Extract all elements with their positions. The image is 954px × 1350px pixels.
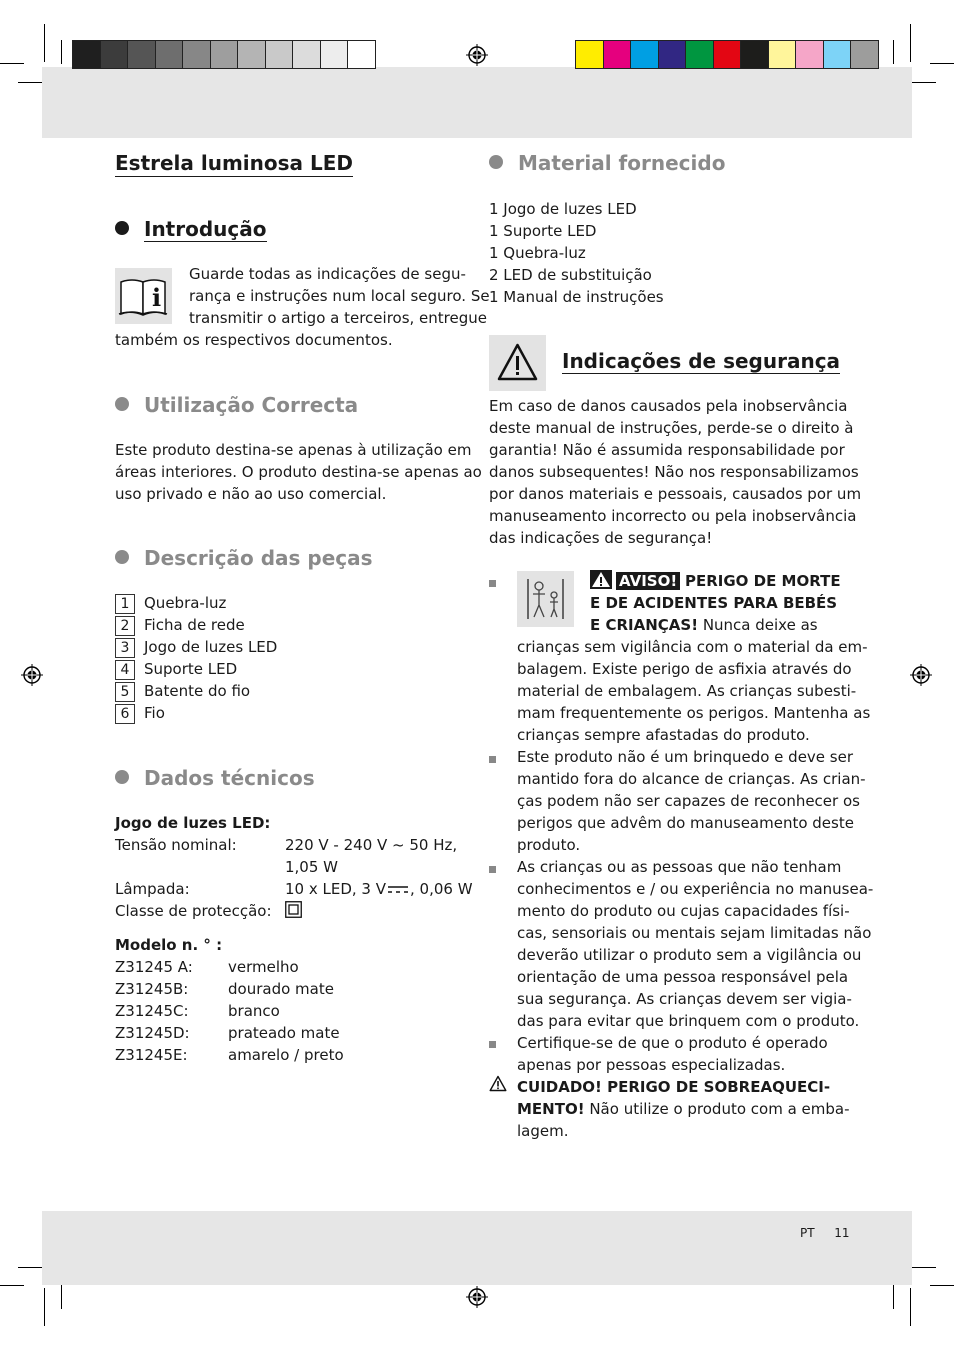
child-warning-text: AVISO! PERIGO DE MORTE E DE ACIDENTES PARA BEBÉS E CRIANÇAS! Nunca deixe as crianças sem vigilância com o material da em- balagem. Existe perigo de asfixia através do material de embalagem. As crianças subesti- mam frequentemente os perigos. Mantenha as crianças sempre afastadas do produto. Este produto não é um brinquedo e deve ser mantido fora do alcance de crianças. As crian- ças podem não ser capazes de reconhecer os perigos que advêm do manuseamento deste produto. As crianças ou as pessoas que não tenham conhecimentos e / ou experiência no manusea- mento do produto ou cujas capacidades físi- cas, sensoriais ou mentais sejam limitadas não deverão utilizar o produto sem a vigilância ou orientação de uma pessoa responsável pela sua segurança. As crianças devem ser vigia- das para evitar que brinquem com o produto. Certifique-se de que o produto é operado apenas por pessoas especializadas. CUIDADO! PERIGO DE SOBREAQUECI- MENTO! Não utilize o produto com a emba- lagem. xyxy=(517,572,874,1140)
section-heading-supplied: Material fornecido xyxy=(489,151,725,175)
registration-mark-icon xyxy=(910,664,932,686)
list-item: 1 Jogo de luzes LED xyxy=(489,200,637,218)
table-row: Z31245D: prateado mate xyxy=(115,1024,340,1042)
supplied-list xyxy=(489,198,664,308)
color-swatch xyxy=(575,40,604,69)
list-item: 3 Jogo de luzes LED xyxy=(115,636,277,658)
dc-symbol-icon xyxy=(387,884,409,894)
registration-mark-icon xyxy=(21,664,43,686)
color-swatch xyxy=(127,40,156,69)
bullet-marker xyxy=(489,1041,496,1048)
list-item: 1 Suporte LED xyxy=(489,222,597,240)
table-row: Z31245C: branco xyxy=(115,1002,280,1020)
caution-triangle-icon xyxy=(489,1075,507,1092)
color-swatch xyxy=(210,40,239,69)
list-item: 6 Fio xyxy=(115,702,277,724)
bullet-marker xyxy=(489,580,496,587)
registration-mark-icon xyxy=(466,44,488,66)
color-swatch xyxy=(795,40,824,69)
bottom-band xyxy=(42,1211,912,1285)
warning-small-icon xyxy=(590,570,612,589)
list-item: 2 LED de substituição xyxy=(489,266,652,284)
section-heading-parts: Descrição das peças xyxy=(115,546,373,570)
bullet-marker xyxy=(489,756,496,763)
color-swatch xyxy=(713,40,742,69)
color-swatch xyxy=(740,40,769,69)
bullet-marker xyxy=(489,866,496,873)
table-row: Z31245B: dourado mate xyxy=(115,980,334,998)
color-swatch xyxy=(850,40,879,69)
list-item: 1 Quebra-luz xyxy=(489,244,586,262)
registration-mark-icon xyxy=(466,1286,488,1308)
list-item: 5 Batente do fio xyxy=(115,680,277,702)
color-swatch xyxy=(603,40,632,69)
color-swatch xyxy=(182,40,211,69)
color-swatch xyxy=(72,40,101,69)
color-swatch xyxy=(292,40,321,69)
page-number: 11 xyxy=(834,1226,850,1240)
protection-class-ii-icon xyxy=(285,901,302,918)
section-heading-tech: Dados técnicos xyxy=(115,766,315,790)
page-title: Estrela luminosa LED xyxy=(115,151,354,175)
color-swatch xyxy=(768,40,797,69)
color-swatch xyxy=(630,40,659,69)
parts-list xyxy=(115,592,277,724)
list-item: 4 Suporte LED xyxy=(115,658,277,680)
top-band xyxy=(42,67,912,138)
section-heading-usage: Utilização Correcta xyxy=(115,393,358,417)
section-heading-safety: Indicações de segurança xyxy=(562,349,841,373)
list-item: Este produto não é um brinquedo e deve ser mantido fora do alcance de crianças. As crian- ças podem não ser capazes de reconhecer os perigos que advêm do manuseamento deste produto. xyxy=(517,748,866,854)
info-book-icon xyxy=(115,268,172,324)
color-swatch xyxy=(237,40,266,69)
warning-triangle-icon xyxy=(489,335,546,391)
page-footer xyxy=(800,1226,850,1240)
table-row: Z31245E: amarelo / preto xyxy=(115,1046,344,1064)
section-heading-introduction: Introdução xyxy=(115,217,267,241)
color-swatch xyxy=(823,40,852,69)
color-swatch xyxy=(347,40,376,69)
color-swatch xyxy=(100,40,129,69)
svg-text:i: i xyxy=(152,283,162,312)
color-swatch xyxy=(685,40,714,69)
table-row: Z31245 A: vermelho xyxy=(115,958,299,976)
safety-intro-text: Em caso de danos causados pela inobservância deste manual de instruções, perde-se o direito à garantia! Não é assumida responsabilidade por danos subsequentes! Não nos responsabilizamos por danos materiais e pessoais, causados por um manuseamento incorrecto ou pela inobservância das indicações de segurança! xyxy=(489,397,862,547)
color-swatch xyxy=(658,40,687,69)
color-swatch xyxy=(320,40,349,69)
color-swatch xyxy=(155,40,184,69)
list-item: 1 Quebra-luz xyxy=(115,592,277,614)
list-item: 1 Manual de instruções xyxy=(489,288,664,306)
list-item: 2 Ficha de rede xyxy=(115,614,277,636)
color-swatch xyxy=(265,40,294,69)
tech-data: Jogo de luzes LED: Tensão nominal: 220 V - 240 V ~ 50 Hz, 1,05 W Lâmpada: 10 x LED, 3 V , 0,06 W Classe de protecção: Modelo n. ° : Z31245 A: vermelho Z31245B: dourado mate Z31245C: branco Z31245D: prateado mate Z31245E: amarelo / preto xyxy=(115,814,473,1064)
list-item: As crianças ou as pessoas que não tenham conhecimentos e / ou experiência no manusea- mento do produto ou cujas capacidades físi- cas, sensoriais ou mentais sejam limitadas não deverão utilizar o produto sem a vigilância ou orientação de uma pessoa responsável pela sua segurança. As crianças devem ser vigia- das para evitar que brinquem com o produto. xyxy=(517,858,874,1030)
language-code: PT xyxy=(800,1226,815,1240)
list-item: Certifique-se de que o produto é operado apenas por pessoas especializadas. xyxy=(517,1034,828,1074)
usage-text: Este produto destina-se apenas à utilização em áreas interiores. O produto destina-se apenas ao uso privado e não ao uso comercial. xyxy=(115,441,482,503)
